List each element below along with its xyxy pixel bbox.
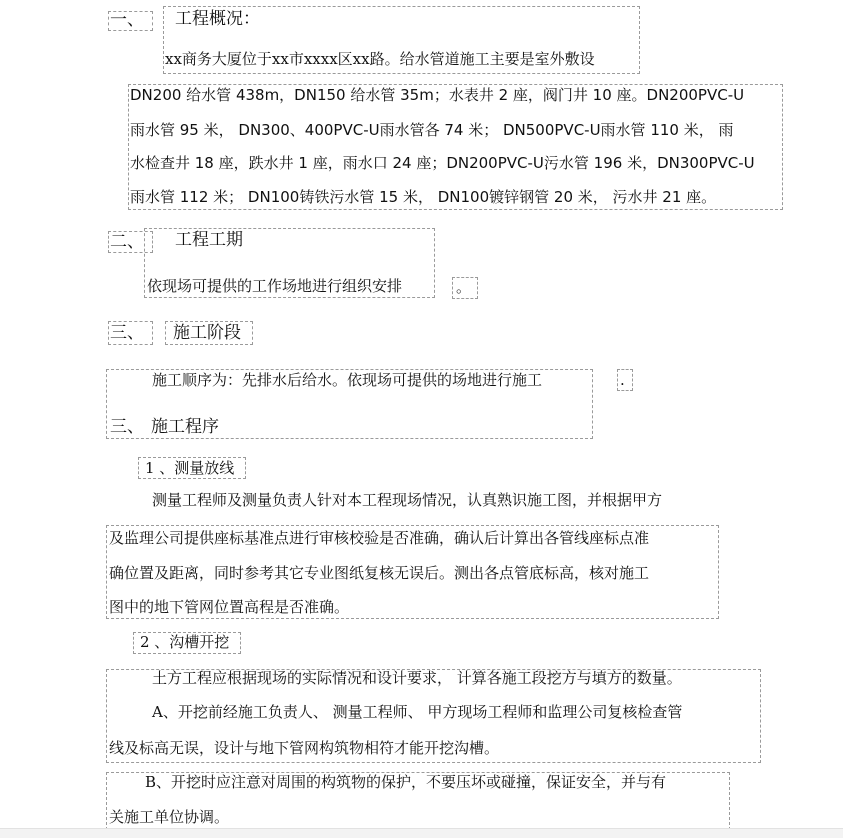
section-3-para-end: . xyxy=(620,371,625,389)
subsection-2-para-line-5: 关施工单位协调。 xyxy=(109,808,230,826)
subsection-1-para-line-2: 及监理公司提供座标基准点进行审核校验是否准确，确认后计算出各管线座标点准 xyxy=(109,529,650,547)
section-3-para: 施工顺序为：先排水后给水。依现场可提供的场地进行施工 xyxy=(152,371,543,389)
section-2-para-end: 。 xyxy=(456,278,472,296)
section-3-number: 三、 xyxy=(110,323,144,343)
subsection-2-para-line-3: 线及标高无误，设计与地下管网构筑物相符才能开挖沟槽。 xyxy=(109,739,500,757)
subsection-1-title: 1 、测量放线 xyxy=(145,459,235,477)
subsection-2-para-line-1: 土方工程应根据现场的实际情况和设计要求， 计算各施工段挖方与填方的数量。 xyxy=(152,669,682,687)
section-1-para-line-3: 雨水管 95 米， DN300、400PVC-U雨水管各 74 米； DN500PVC-U雨水管 110 米， 雨 xyxy=(130,121,734,139)
subsection-1-para-line-1: 测量工程师及测量负责人针对本工程现场情况，认真熟识施工图，并根据甲方 xyxy=(152,491,663,509)
subsection-2-title: 2 、沟槽开挖 xyxy=(140,633,230,651)
section-1-para-line-2: DN200 给水管 438m，DN150 给水管 35m；水表井 2 座，阀门井 10 座。DN200PVC-U xyxy=(130,86,745,104)
subsection-1-para-line-4: 图中的地下管网位置高程是否准确。 xyxy=(109,598,350,616)
subsection-1-para-line-3: 确位置及距离，同时参考其它专业图纸复核无误后。测出各点管底标高，核对施工 xyxy=(109,564,650,582)
section-4-title: 施工程序 xyxy=(151,417,219,437)
subsection-2-para-line-2: A、开挖前经施工负责人、 测量工程师、 甲方现场工程师和监理公司复核检查管 xyxy=(152,703,683,721)
section-1-para-line-4: 水检查井 18 座，跌水井 1 座，雨水口 24 座；DN200PVC-U污水管 196 米，DN300PVC-U xyxy=(130,154,755,172)
section-2-para: 依现场可提供的工作场地进行组织安排 xyxy=(147,277,403,295)
subsection-2-para-line-4: B、开挖时应注意对周围的构筑物的保护，不要压坏或碰撞，保证安全，并与有 xyxy=(145,773,667,791)
section-1-para-line-5: 雨水管 112 米； DN100铸铁污水管 15 米， DN100镀锌钢管 20 米， 污水井 21 座。 xyxy=(130,188,717,206)
section-1-title: 工程概况： xyxy=(175,9,260,29)
section-2-title: 工程工期 xyxy=(175,230,243,250)
section-3-title: 施工阶段 xyxy=(173,323,241,343)
section-1-para-line-1: xx商务大厦位于xx市xxxx区xx路。给水管道施工主要是室外敷设 xyxy=(165,50,595,68)
section-2-number: 二、 xyxy=(110,232,144,252)
section-4-number: 三、 xyxy=(110,417,144,437)
section-1-number: 一、 xyxy=(110,10,144,30)
